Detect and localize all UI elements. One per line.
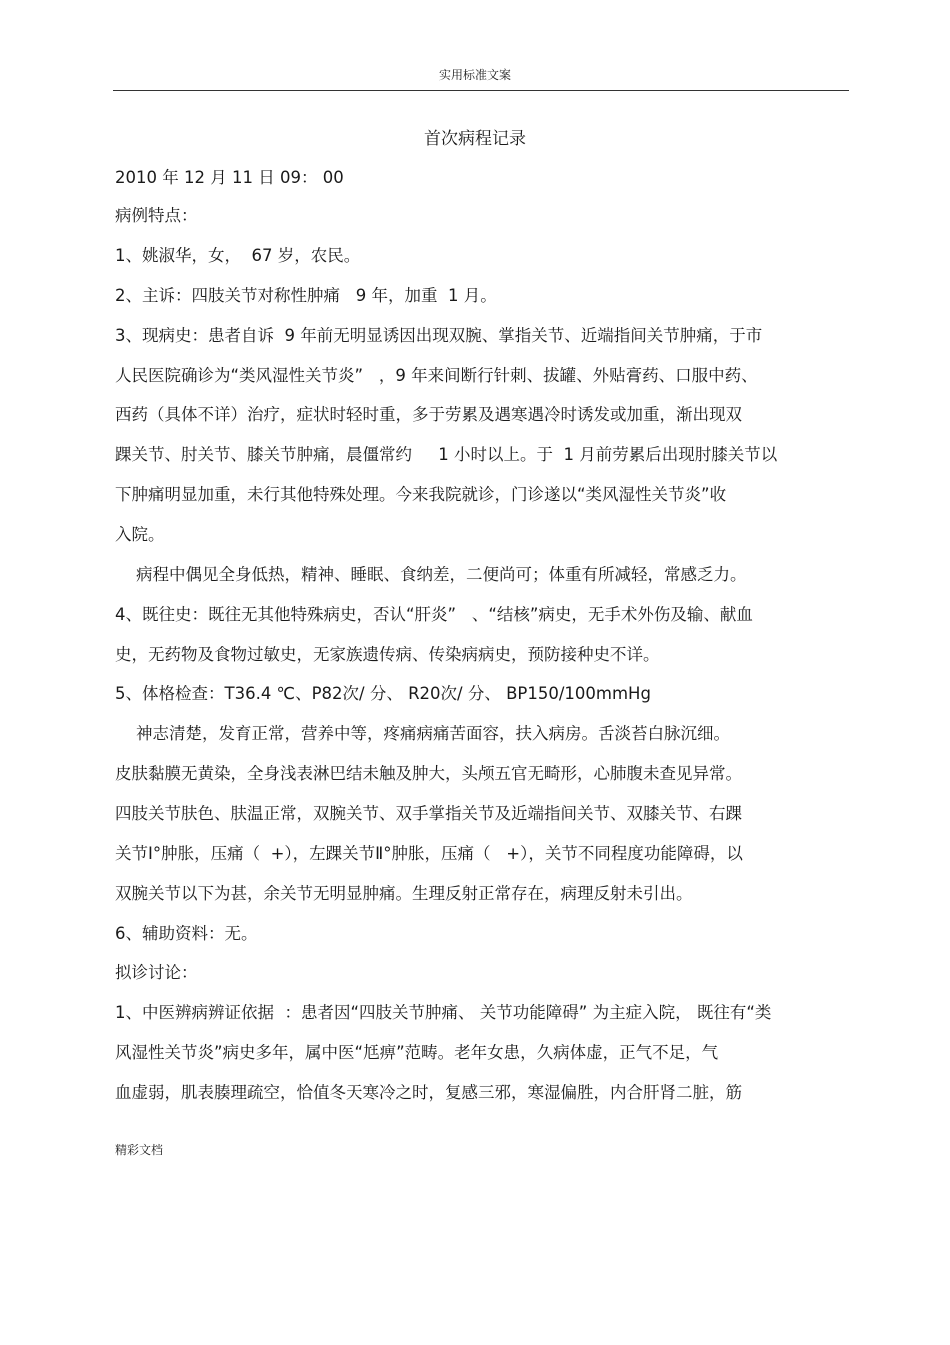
text-line: 风湿性关节炎”病史多年，属中医“尪痹”范畴。老年女患，久病体虚，正气不足，气 (115, 1043, 719, 1062)
text-line: 5、体格检查：T36.4 ℃、P82次/ 分、 R20次/ 分、 BP150/100mmHg (115, 684, 651, 703)
text-line: 双腕关节以下为甚，余关节无明显肿痛。生理反射正常存在，病理反射未引出。 (115, 884, 693, 903)
text-line: 神志清楚，发育正常，营养中等，疼痛病痛苦面容，扶入病房。舌淡苔白脉沉细。 (115, 724, 730, 743)
text-line: 史，无药物及食物过敏史，无家族遗传病、传染病病史，预防接种史不详。 (115, 645, 660, 664)
section-heading-case-features: 病例特点： (115, 206, 198, 225)
document-title: 首次病程记录 (424, 129, 526, 149)
text-line: 3、现病史：患者自诉 9 年前无明显诱因出现双腕、掌指关节、近端指间关节肿痛，于市 (115, 326, 763, 345)
text-line: 西药（具体不详）治疗，症状时轻时重，多于劳累及遇寒遇冷时诱发或加重，渐出现双 (115, 405, 742, 424)
text-line: 1、中医辨病辨证依据 ：患者因“四肢关节肿痛、 关节功能障碍” 为主症入院， 既往有“类 (115, 1003, 772, 1022)
text-line: 2、主诉：四肢关节对称性肿痛 9 年，加重 1 月。 (115, 286, 497, 305)
section-heading-discussion: 拟诊讨论： (115, 963, 198, 982)
text-line: 4、既往史：既往无其他特殊病史，否认“肝炎” 、“结核”病史，无手术外伤及输、献血 (115, 605, 753, 624)
text-line: 四肢关节肤色、肤温正常，双腕关节、双手掌指关节及近端指间关节、双膝关节、右踝 (115, 804, 742, 823)
date-line: 2010 年 12 月 11 日 09： 00 (115, 168, 344, 187)
text-line: 人民医院确诊为“类风湿性关节炎” ，9 年来间断行针刺、拔罐、外贴膏药、口服中药、 (115, 366, 758, 385)
text-line: 皮肤黏膜无黄染，全身浅表淋巴结未触及肿大，头颅五官无畸形，心肺腹未查见异常。 (115, 764, 742, 783)
text-line: 血虚弱，肌表腠理疏空，恰值冬天寒冷之时，复感三邪，寒湿偏胜，内合肝肾二脏，筋 (115, 1083, 742, 1102)
text-line: 1、姚淑华，女， 67 岁，农民。 (115, 246, 361, 265)
text-line: 入院。 (115, 525, 165, 544)
text-line: 6、辅助资料：无。 (115, 924, 258, 943)
text-line: 踝关节、肘关节、膝关节肿痛，晨僵常约 1 小时以上。于 1 月前劳累后出现肘膝关节以 (115, 445, 778, 464)
header-divider (113, 90, 849, 91)
text-line: 下肿痛明显加重，未行其他特殊处理。今来我院就诊，门诊遂以“类风湿性关节炎”收 (115, 485, 727, 504)
text-line: 病程中偶见全身低热，精神、睡眠、食纳差，二便尚可；体重有所减轻，常感乏力。 (115, 565, 747, 584)
text-line: 关节Ⅰ°肿胀，压痛（ +），左踝关节Ⅱ°肿胀，压痛（ +），关节不同程度功能障碍，以 (115, 844, 743, 863)
page-footer: 精彩文档 (115, 1143, 164, 1157)
page-header: 实用标准文案 (438, 68, 511, 82)
